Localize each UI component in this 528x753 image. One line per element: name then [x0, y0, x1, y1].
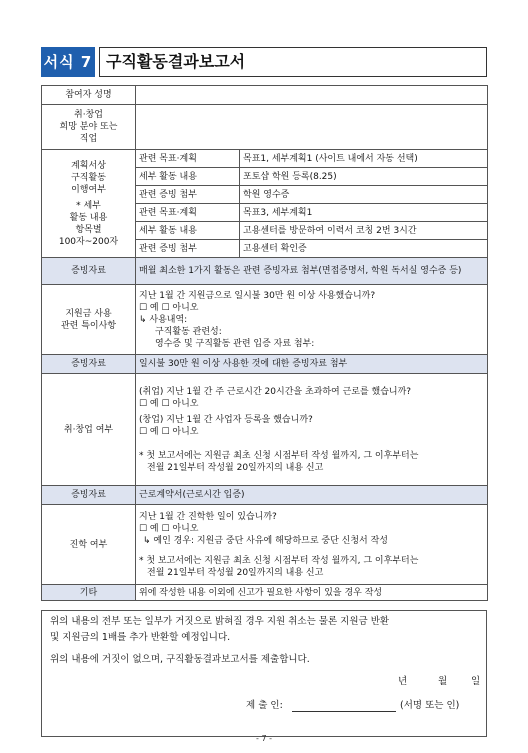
school-checkboxes[interactable]: ☐ 예 ☐ 아니오	[139, 523, 199, 534]
plan-item-label: 관련 목표·계획	[136, 150, 240, 168]
declaration-box	[41, 610, 487, 737]
school-label: 진학 여부	[42, 505, 136, 585]
submission-statement: 위의 내용에 거짓이 없으며, 구직활동결과보고서를 제출합니다.	[50, 654, 310, 665]
employment-question[interactable]: (취업) 지난 1월 간 주 근로시간 20시간을 초과하여 근로를 했습니까? ☐ 예 ☐ 아니오 (창업) 지난 1월 간 사업자 등록을 했습니까? ☐ 예 ☐ 아니오 * 첫 보고서에는 지원금 최초 신청 시점부터 작성 월까지, 그 이후부터는 전월 21일부터 작성월 20일까지의 내용 신고	[136, 374, 488, 486]
evidence-attachment[interactable]: 일시불 30만 원 이상 사용한 것에 대한 증빙자료 첨부	[136, 355, 488, 374]
plan-item-value[interactable]: 목표3, 세부계획1	[240, 204, 488, 222]
etc-label: 기타	[42, 585, 136, 601]
plan-item-value[interactable]: 고용센터를 방문하여 이력서 코칭 2번 3시간	[240, 222, 488, 240]
startup-checkboxes[interactable]: ☐ 예 ☐ 아니오	[139, 426, 199, 437]
participant-name-field[interactable]	[136, 86, 488, 105]
plan-item-value[interactable]: 학원 영수증	[240, 186, 488, 204]
declaration-line: 및 지원금의 1배를 추가 반환할 예정입니다.	[50, 632, 231, 643]
plan-label: 계획서상 구직활동 이행여부 * 세부 활동 내용 항목별 100자~200자	[42, 150, 136, 258]
evidence-attachment[interactable]: 매월 최소한 1가지 활동은 관련 증빙자료 첨부(면접증명서, 학원 독서실 영수증 등)	[136, 258, 488, 285]
plan-item-value[interactable]: 목표1, 세부계획1 (사이트 내에서 자동 선택)	[240, 150, 488, 168]
declaration-line: 위의 내용의 전부 또는 일부가 거짓으로 밝혀질 경우 지원 취소는 물론 지원금 반환	[50, 616, 390, 627]
evidence-label: 증빙자료	[42, 258, 136, 285]
plan-item-value[interactable]: 고용센터 확인증	[240, 240, 488, 258]
usage-label: 지원금 사용 관련 특이사항	[42, 285, 136, 355]
date-day-label: 일	[471, 676, 481, 687]
school-question[interactable]: 지난 1월 간 진학한 일이 있습니까? ☐ 예 ☐ 아니오 ↳ 예인 경우: 지원금 중단 사유에 해당하므로 중단 신청서 작성 * 첫 보고서에는 지원금 최초 신청 시점부터 작성 월까지, 그 이후부터는 전월 21일부터 작성월 20일까지의 내용 신고	[136, 505, 488, 585]
form-number-badge: 서식 7	[41, 47, 95, 77]
evidence-label: 증빙자료	[42, 486, 136, 505]
form-title: 구직활동결과보고서	[99, 47, 487, 77]
employment-checkboxes[interactable]: ☐ 예 ☐ 아니오	[139, 398, 199, 409]
participant-name-label: 참여자 성명	[42, 86, 136, 105]
plan-item-label: 관련 증빙 첨부	[136, 186, 240, 204]
plan-item-label: 세부 활동 내용	[136, 222, 240, 240]
plan-item-value[interactable]: 포토샵 학원 등록(8.25)	[240, 168, 488, 186]
date-year-label: 년	[398, 676, 408, 687]
date-month-label: 월	[438, 676, 448, 687]
etc-field[interactable]: 위에 작성한 내용 이외에 신고가 필요한 사항이 있을 경우 작성	[136, 585, 488, 601]
plan-item-label: 관련 목표·계획	[136, 204, 240, 222]
plan-item-label: 세부 활동 내용	[136, 168, 240, 186]
signature-line[interactable]	[292, 711, 396, 712]
page-number: - 7 -	[256, 734, 272, 743]
evidence-label: 증빙자료	[42, 355, 136, 374]
signer-label: 제 출 인:	[246, 700, 283, 711]
hope-field-input[interactable]	[136, 105, 488, 150]
signature-note: (서명 또는 인)	[400, 700, 460, 711]
employment-label: 취·창업 여부	[42, 374, 136, 486]
plan-item-label: 관련 증빙 첨부	[136, 240, 240, 258]
evidence-attachment[interactable]: 근로계약서(근로시간 입증)	[136, 486, 488, 505]
hope-field-label: 취·창업 희망 분야 또는 직업	[42, 105, 136, 150]
report-table	[41, 85, 488, 601]
form-header	[41, 47, 487, 77]
usage-question[interactable]: 지난 1월 간 지원금으로 일시불 30만 원 이상 사용했습니까? ☐ 예 ☐ 아니오 ↳ 사용내역: 구직활동 관련성: 영수증 및 구직활동 관련 입증 자료 첨부:	[136, 285, 488, 355]
usage-checkboxes[interactable]: ☐ 예 ☐ 아니오	[139, 302, 199, 313]
